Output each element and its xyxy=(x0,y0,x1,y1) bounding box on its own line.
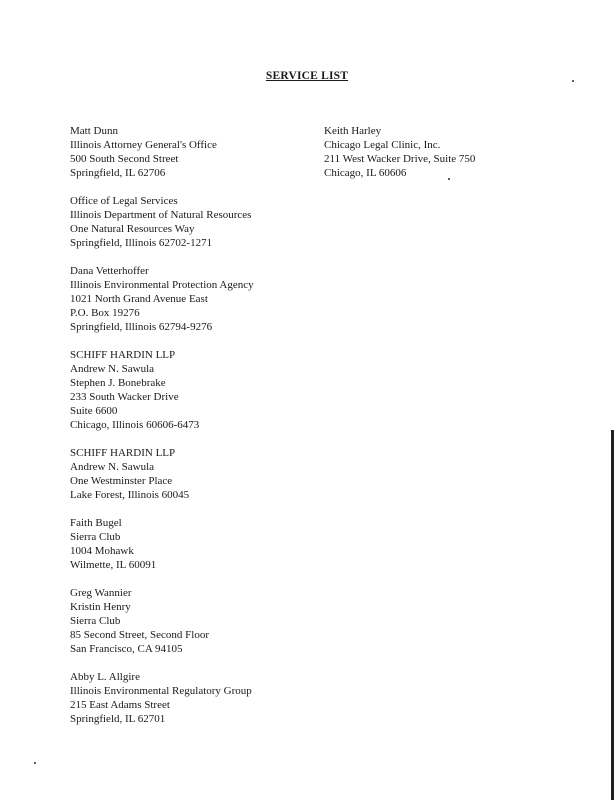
address-line: Andrew N. Sawula xyxy=(70,363,155,375)
scan-speck xyxy=(34,762,36,764)
address-line: Stephen J. Bonebrake xyxy=(70,377,166,389)
address-line: San Francisco, CA 94105 xyxy=(70,643,183,655)
address-entry xyxy=(324,124,594,180)
scan-speck xyxy=(572,80,574,82)
address-entry xyxy=(70,516,320,572)
address-entry xyxy=(70,194,320,250)
address-line: One Westminster Place xyxy=(70,475,173,487)
address-entry xyxy=(70,586,320,656)
address-line: Lake Forest, Illinois 60045 xyxy=(70,489,190,501)
address-entry xyxy=(70,348,320,432)
address-line: 233 South Wacker Drive xyxy=(70,391,179,403)
address-line: Chicago, Illinois 60606-6473 xyxy=(70,419,200,431)
address-entry xyxy=(70,446,320,502)
address-line: Sierra Club xyxy=(70,615,121,627)
page-title: SERVICE LIST xyxy=(265,70,349,82)
address-line: Office of Legal Services xyxy=(70,195,178,207)
address-line: Springfield, IL 62701 xyxy=(70,713,166,725)
address-line: Matt Dunn xyxy=(70,125,118,137)
address-line: One Natural Resources Way xyxy=(70,223,195,235)
address-line: Suite 6600 xyxy=(70,405,118,417)
address-line: Illinois Environmental Regulatory Group xyxy=(70,685,252,697)
service-list-left-column xyxy=(70,124,320,740)
address-line: 1021 North Grand Avenue East xyxy=(70,293,208,305)
address-line: SCHIFF HARDIN LLP xyxy=(70,349,176,361)
address-line: Illinois Department of Natural Resources xyxy=(70,209,252,221)
address-line: Chicago, IL 60606 xyxy=(324,167,407,179)
address-line: Sierra Club xyxy=(70,531,121,543)
address-entry xyxy=(70,124,320,180)
address-line: Springfield, Illinois 62702-1271 xyxy=(70,237,213,249)
address-line: Kristin Henry xyxy=(70,601,131,613)
address-line: Abby L. Allgire xyxy=(70,671,140,683)
address-line: Springfield, Illinois 62794-9276 xyxy=(70,321,213,333)
address-line: 211 West Wacker Drive, Suite 750 xyxy=(324,153,476,165)
address-line: 85 Second Street, Second Floor xyxy=(70,629,210,641)
address-entry xyxy=(70,670,320,726)
address-line: Dana Vetterhoffer xyxy=(70,265,149,277)
address-line: P.O. Box 19276 xyxy=(70,307,140,319)
address-line: Faith Bugel xyxy=(70,517,122,529)
address-line: SCHIFF HARDIN LLP xyxy=(70,447,176,459)
scan-speck xyxy=(448,178,450,180)
address-line: 215 East Adams Street xyxy=(70,699,170,711)
address-line: Illinois Environmental Protection Agency xyxy=(70,279,254,291)
address-line: Keith Harley xyxy=(324,125,382,137)
address-line: Wilmette, IL 60091 xyxy=(70,559,157,571)
address-line: Springfield, IL 62706 xyxy=(70,167,166,179)
address-line: Greg Wannier xyxy=(70,587,132,599)
address-line: 1004 Mohawk xyxy=(70,545,134,557)
service-list-right-column xyxy=(324,124,594,194)
address-line: Chicago Legal Clinic, Inc. xyxy=(324,139,441,151)
address-line: 500 South Second Street xyxy=(70,153,179,165)
address-line: Illinois Attorney General's Office xyxy=(70,139,217,151)
address-entry xyxy=(70,264,320,334)
address-line: Andrew N. Sawula xyxy=(70,461,155,473)
